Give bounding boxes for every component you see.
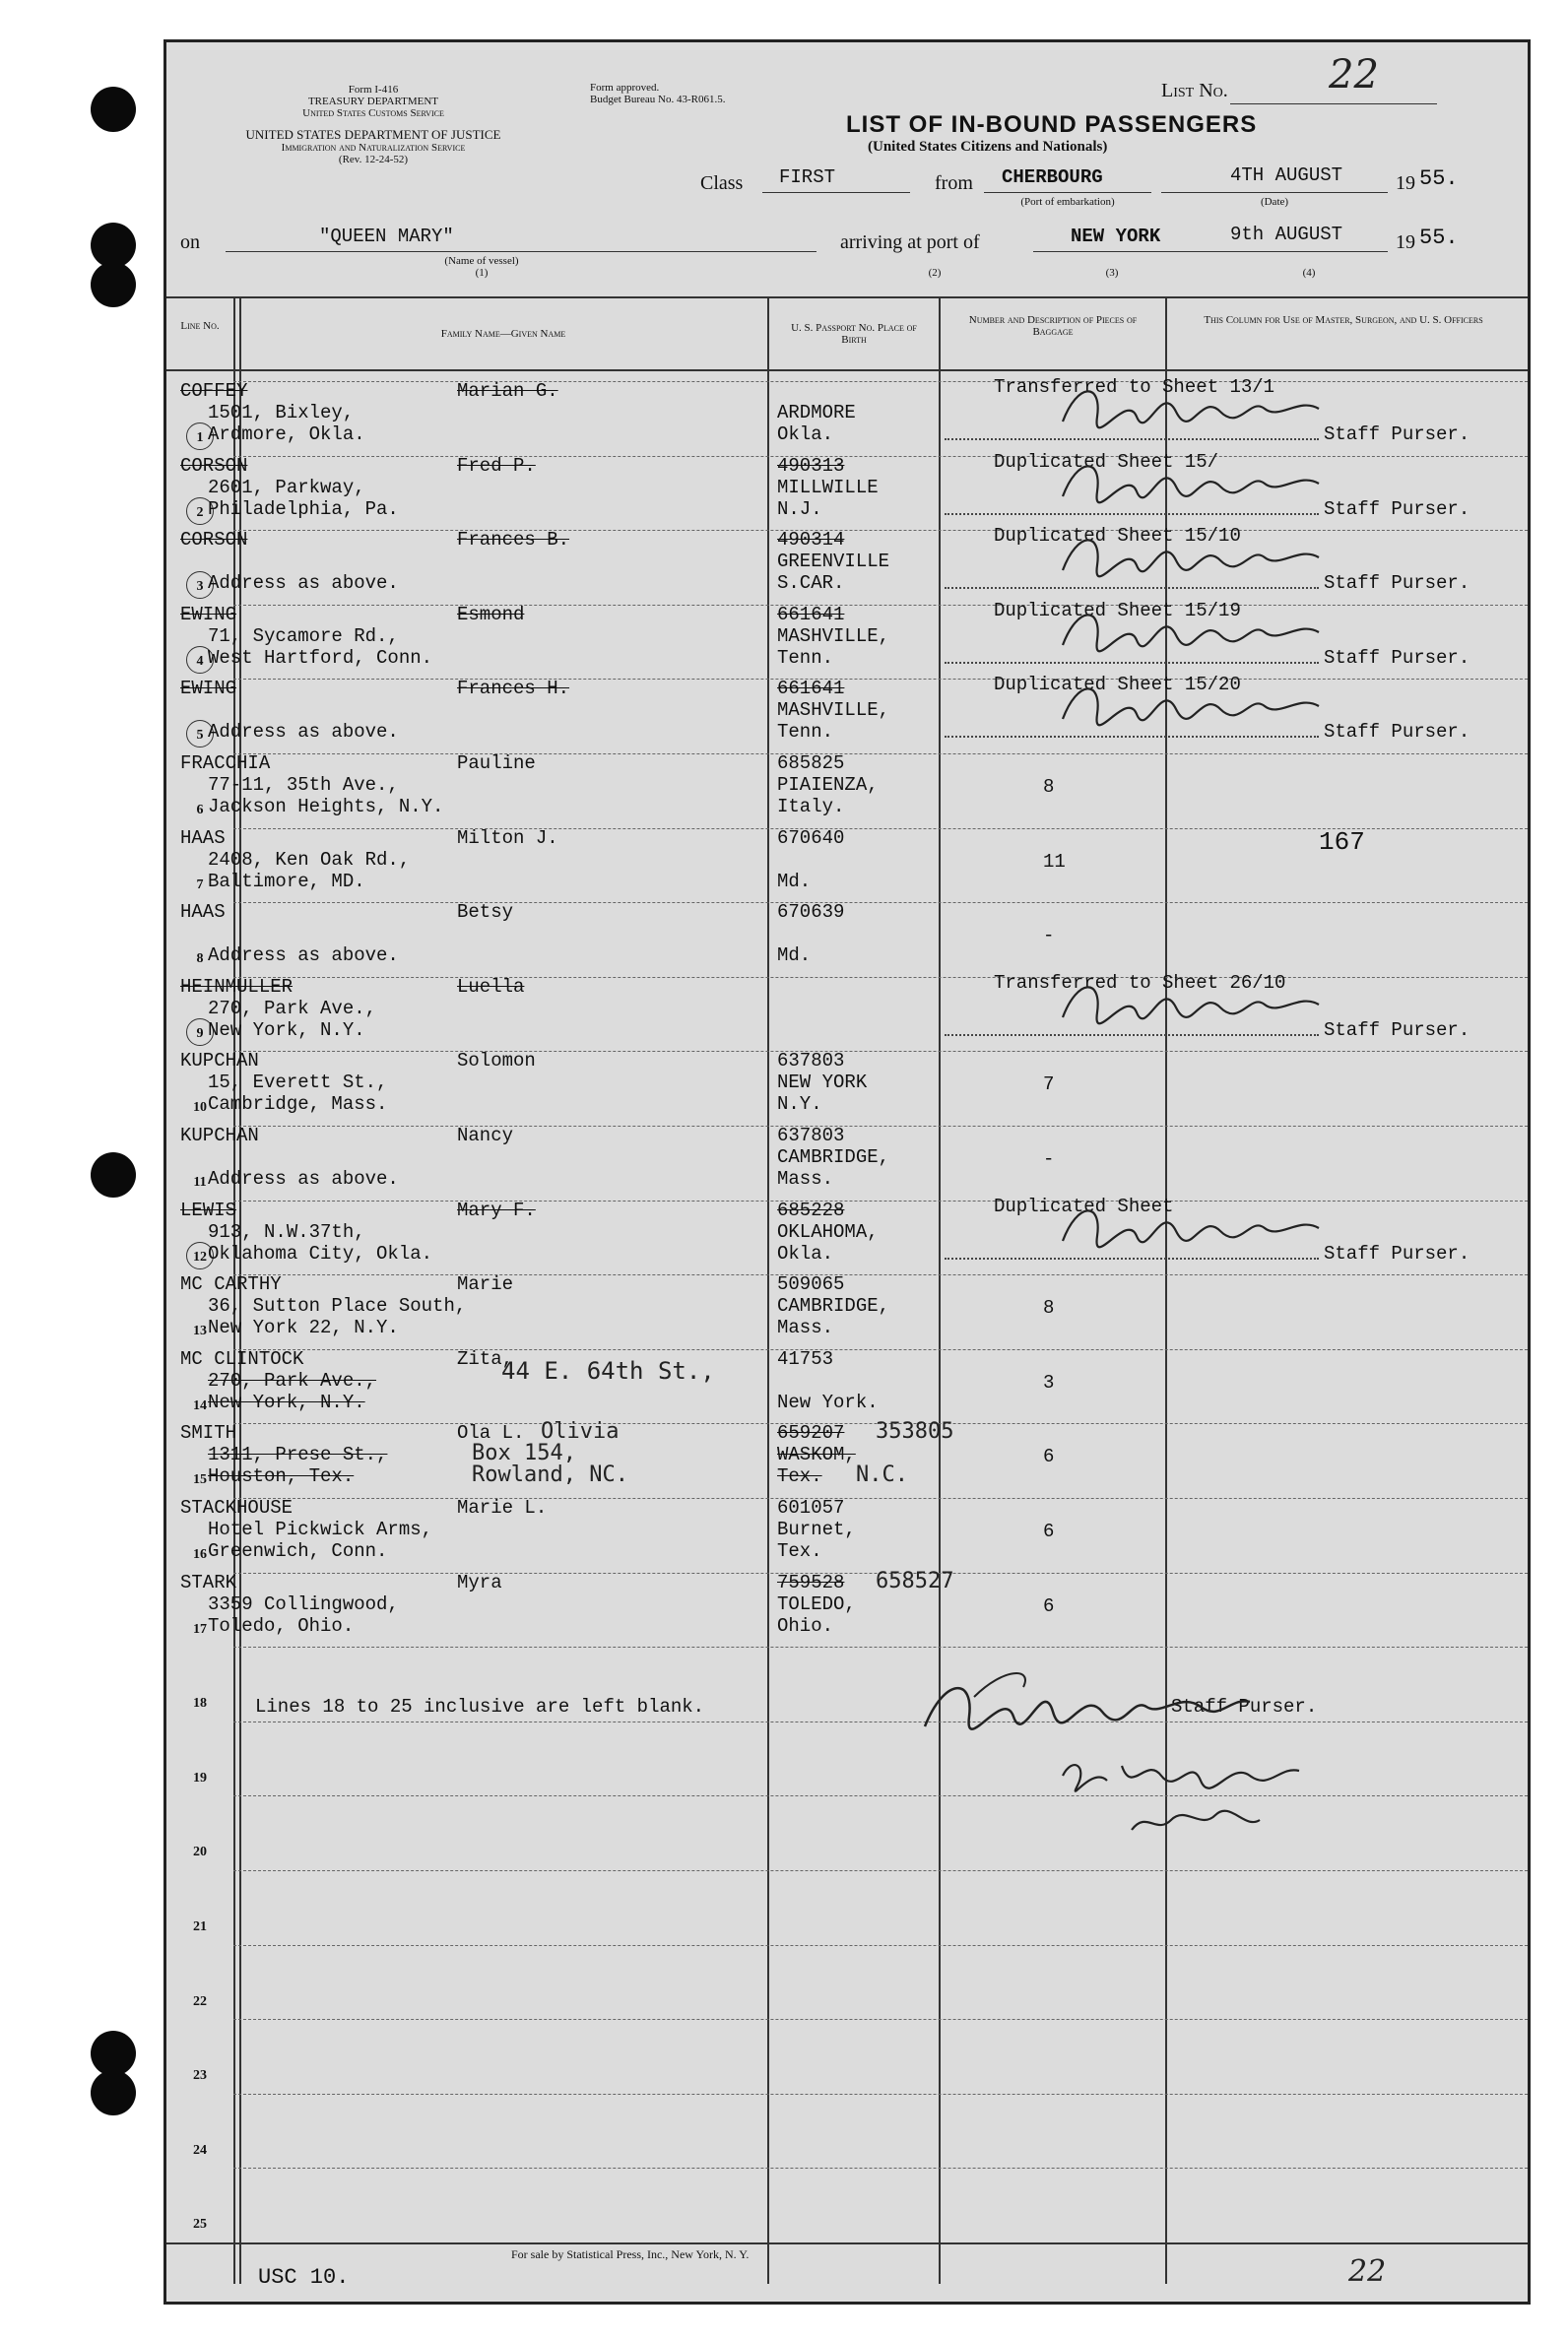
col-header-line: Line No.	[180, 320, 220, 332]
birth-state: Okla.	[777, 423, 834, 445]
line-number: 9	[196, 1026, 204, 1041]
birth-state: Tex.	[777, 1540, 822, 1562]
officer-note: Duplicated Sheet 15/10	[994, 525, 1241, 547]
passport-number: 41753	[777, 1348, 834, 1370]
birth-state: Okla.	[777, 1243, 834, 1265]
address-line-2: Oklahoma City, Okla.	[208, 1243, 433, 1265]
family-name: CORSON	[180, 455, 248, 477]
blank-note: Lines 18 to 25 inclusive are left blank.	[255, 1696, 705, 1718]
staff-purser: Staff Purser.	[1324, 1019, 1470, 1041]
line-number: 1	[196, 430, 204, 445]
address-line-1: 15, Everett St.,	[208, 1072, 388, 1093]
vessel-name: "QUEEN MARY"	[319, 226, 454, 247]
family-name: MC CARTHY	[180, 1273, 282, 1295]
line-number: 8	[196, 951, 204, 966]
port-line	[1033, 251, 1388, 252]
address-line-2: Cambridge, Mass.	[208, 1093, 388, 1115]
birth-place: NEW YORK	[777, 1072, 868, 1093]
on-label: on	[180, 231, 200, 253]
line-number: 4	[196, 654, 204, 669]
list-no-value: 22	[1329, 52, 1379, 97]
family-name: STARK	[180, 1572, 237, 1593]
handwritten-given: Olivia	[541, 1419, 620, 1444]
given-name: Esmond	[457, 604, 525, 625]
form-title: LIST OF IN-BOUND PASSENGERS	[846, 111, 1258, 138]
form-number: Form I-416	[348, 84, 399, 96]
given-name: Mary F.	[457, 1200, 536, 1221]
caption-4: (4)	[1302, 267, 1316, 279]
row-separator	[233, 2019, 1528, 2020]
col-divider	[939, 296, 941, 2284]
purser-signature	[1053, 367, 1368, 451]
row-separator	[233, 1051, 1528, 1052]
given-name: Zita,	[457, 1348, 514, 1370]
treasury-label: TREASURY DEPARTMENT	[307, 96, 439, 107]
officer-note: Duplicated Sheet	[994, 1196, 1174, 1217]
given-name: Fred P.	[457, 455, 536, 477]
caption-2: (2)	[928, 267, 942, 279]
class-line	[762, 192, 910, 193]
officer-initials	[1053, 1736, 1348, 1869]
address-line-2: West Hartford, Conn.	[208, 647, 433, 669]
birth-state: Mass.	[777, 1168, 834, 1190]
baggage-count: 8	[1043, 1297, 1055, 1319]
family-name: LEWIS	[180, 1200, 237, 1221]
officer-note: Duplicated Sheet 15/19	[994, 600, 1241, 621]
staff-purser: Staff Purser.	[1324, 423, 1470, 445]
baggage-count: -	[1043, 925, 1055, 946]
address-line-1: 2408, Ken Oak Rd.,	[208, 849, 411, 871]
birth-place: WASKOM,	[777, 1444, 856, 1465]
birth-place: OKLAHOMA,	[777, 1221, 879, 1243]
family-name: KUPCHAN	[180, 1050, 259, 1072]
birth-state: Ohio.	[777, 1615, 834, 1637]
birth-state: S.CAR.	[777, 572, 845, 594]
address-line-1: 71, Sycamore Rd.,	[208, 625, 399, 647]
address-line-1: 3359 Collingwood,	[208, 1593, 399, 1615]
punch-hole	[91, 1152, 136, 1198]
form-sheet	[163, 39, 1531, 2305]
officer-note: Transferred to Sheet 26/10	[994, 972, 1286, 994]
punch-hole	[91, 262, 136, 307]
officer-note: Duplicated Sheet 15/	[994, 451, 1219, 473]
family-name: STACKHOUSE	[180, 1497, 294, 1519]
birth-place: CAMBRIDGE,	[777, 1146, 890, 1168]
baggage-count: 6	[1043, 1595, 1055, 1617]
printer-note: For sale by Statistical Press, Inc., New York, N. Y.	[511, 2247, 750, 2261]
passport-number: 509065	[777, 1273, 845, 1295]
birth-place: GREENVILLE	[777, 551, 890, 572]
line-number: 11	[193, 1175, 207, 1190]
family-name: FRACCHIA	[180, 752, 271, 774]
handwritten-address: Rowland, NC.	[472, 1462, 628, 1487]
staff-purser: Staff Purser.	[1324, 647, 1470, 669]
family-name: EWING	[180, 678, 237, 699]
address-line-2: New York 22, N.Y.	[208, 1317, 399, 1338]
purser-signature	[1053, 963, 1368, 1047]
address-line-2: Toledo, Ohio.	[208, 1615, 355, 1637]
address-line-1: 270, Park Ave.,	[208, 1370, 377, 1392]
officer-mark: 167	[1319, 827, 1365, 857]
line-number: 20	[193, 1845, 207, 1859]
given-name: Marie	[457, 1273, 514, 1295]
blank-purser: Staff Purser.	[1171, 1696, 1318, 1718]
address-line-1: 270, Park Ave.,	[208, 998, 377, 1019]
birth-state: Mass.	[777, 1317, 834, 1338]
line-number: 19	[193, 1771, 207, 1786]
embark-caption: (Port of embarkation)	[1020, 196, 1115, 208]
birth-state: Tex.	[777, 1465, 822, 1487]
officer-note: Duplicated Sheet 15/20	[994, 674, 1241, 695]
line-number: 23	[193, 2068, 207, 2083]
line-number: 6	[196, 803, 204, 817]
family-name: HEINMULLER	[180, 976, 294, 998]
family-name: MC CLINTOCK	[180, 1348, 304, 1370]
arrival-port: NEW YORK	[1071, 226, 1161, 247]
staff-purser: Staff Purser.	[1324, 721, 1470, 743]
address-line-2: Address as above.	[208, 721, 399, 743]
table-top-rule	[166, 296, 1528, 298]
line-number: 12	[193, 1250, 207, 1265]
usc-stamp: USC 10.	[258, 2265, 350, 2290]
row-separator	[233, 1126, 1528, 1127]
birth-place: ARDMORE	[777, 402, 856, 423]
year-value: 55.	[1419, 166, 1459, 191]
col-header-name: Family Name—Given Name	[440, 328, 566, 340]
family-name: COFFEY	[180, 380, 248, 402]
given-name: Ola L.	[457, 1422, 525, 1444]
row-separator	[233, 753, 1528, 754]
birth-place: TOLEDO,	[777, 1593, 856, 1615]
address-line-1: 1311, Prese St.,	[208, 1444, 388, 1465]
arrival-year-prefix: 19	[1396, 231, 1415, 253]
baggage-count: 8	[1043, 776, 1055, 798]
vessel-line	[226, 251, 817, 252]
page-mark: 22	[1348, 2254, 1387, 2289]
passport-number: 490313	[777, 455, 845, 477]
family-name: SMITH	[180, 1422, 237, 1444]
caption-1: (1)	[475, 267, 489, 279]
passport-number: 661641	[777, 678, 845, 699]
passport-number: 490314	[777, 529, 845, 551]
birth-state: Md.	[777, 944, 812, 966]
given-name: Myra	[457, 1572, 502, 1593]
family-name: HAAS	[180, 901, 226, 923]
row-separator	[233, 2168, 1528, 2169]
from-line	[984, 192, 1151, 193]
line-number: 7	[196, 877, 204, 892]
date-line	[1161, 192, 1388, 193]
address-line-2: Address as above.	[208, 944, 399, 966]
row-separator	[233, 1647, 1528, 1648]
row-separator	[233, 2094, 1528, 2095]
address-line-2: Address as above.	[208, 572, 399, 594]
departure-date: 4TH AUGUST	[1230, 164, 1343, 186]
line-number: 18	[193, 1696, 207, 1711]
given-name: Frances B.	[457, 529, 570, 551]
birth-place: PIAIENZA,	[777, 774, 879, 796]
handwritten-address: Box 154,	[472, 1441, 576, 1465]
line-number: 15	[193, 1472, 207, 1487]
given-name: Frances H.	[457, 678, 570, 699]
list-no-line	[1230, 103, 1437, 104]
col-divider	[767, 296, 769, 2284]
address-line-1: Hotel Pickwick Arms,	[208, 1519, 433, 1540]
address-line-2: Ardmore, Okla.	[208, 423, 365, 445]
baggage-count: 6	[1043, 1446, 1055, 1467]
purser-signature	[1053, 1187, 1368, 1270]
arriving-label: arriving at port of	[840, 231, 980, 253]
officer-note: Transferred to Sheet 13/1	[994, 376, 1275, 398]
immigration-label: Immigration and Naturalization Service	[281, 142, 466, 154]
family-name: KUPCHAN	[180, 1125, 259, 1146]
date-caption: (Date)	[1260, 196, 1289, 208]
handwritten-state: N.C.	[856, 1462, 908, 1487]
form-subtitle: (United States Citizens and Nationals)	[868, 139, 1108, 155]
address-line-1: 913, N.W.37th,	[208, 1221, 365, 1243]
line-number: 24	[193, 2143, 207, 2158]
line-number: 10	[193, 1100, 207, 1115]
purser-signature	[1053, 516, 1368, 600]
passport-number: 685825	[777, 752, 845, 774]
passport-number: 661641	[777, 604, 845, 625]
row-separator	[233, 902, 1528, 903]
birth-place: MASHVILLE,	[777, 625, 890, 647]
col-header-baggage: Number and Description of Pieces of Baggage	[968, 314, 1138, 338]
line-number: 16	[193, 1547, 207, 1562]
baggage-count: 7	[1043, 1073, 1055, 1095]
given-name: Pauline	[457, 752, 536, 774]
address-line-2: Houston, Tex.	[208, 1465, 355, 1487]
address-line-2: New York, N.Y.	[208, 1019, 365, 1041]
line-number: 5	[196, 728, 204, 743]
baggage-count: 3	[1043, 1372, 1055, 1394]
birth-place: CAMBRIDGE,	[777, 1295, 890, 1317]
passport-number: 685228	[777, 1200, 845, 1221]
purser-signature	[1053, 591, 1368, 675]
punch-hole	[91, 87, 136, 132]
line-number: 14	[193, 1398, 207, 1413]
row-separator	[233, 1870, 1528, 1871]
address-line-1: 77-11, 35th Ave.,	[208, 774, 399, 796]
punch-hole	[91, 2070, 136, 2115]
baggage-count: 11	[1043, 851, 1066, 873]
list-no-label: List No.	[1161, 80, 1228, 101]
family-name: CORSON	[180, 529, 248, 551]
from-value: CHERBOURG	[1002, 166, 1103, 188]
col-header-passport: U. S. Passport No. Place of Birth	[791, 322, 917, 346]
birth-state: Tenn.	[777, 647, 834, 669]
address-line-2: Philadelphia, Pa.	[208, 498, 399, 520]
purser-signature	[1053, 442, 1368, 526]
birth-state: Tenn.	[777, 721, 834, 743]
birth-state: N.J.	[777, 498, 822, 520]
staff-purser: Staff Purser.	[1324, 498, 1470, 520]
year-prefix: 19	[1396, 172, 1415, 194]
address-line-2: Baltimore, MD.	[208, 871, 365, 892]
birth-place: MASHVILLE,	[777, 699, 890, 721]
table-bottom-rule	[166, 2242, 1528, 2244]
staff-purser: Staff Purser.	[1324, 572, 1470, 594]
address-line-1: 1501, Bixley,	[208, 402, 355, 423]
address-line-2: Greenwich, Conn.	[208, 1540, 388, 1562]
birth-state: Md.	[777, 871, 812, 892]
caption-3: (3)	[1105, 267, 1119, 279]
line-number: 2	[196, 505, 204, 520]
given-name: Marian G.	[457, 380, 558, 402]
budget-bureau: Budget Bureau No. 43-R061.5.	[590, 94, 726, 105]
address-line-2: Address as above.	[208, 1168, 399, 1190]
revision-label: (Rev. 12-24-52)	[338, 154, 409, 165]
customs-label: United States Customs Service	[302, 107, 444, 119]
purser-signature	[1053, 665, 1368, 748]
line-number: 13	[193, 1324, 207, 1338]
line-number: 25	[193, 2217, 207, 2232]
passport-number: 659207	[777, 1422, 845, 1444]
birth-place: Burnet,	[777, 1519, 856, 1540]
row-separator	[233, 1498, 1528, 1499]
passport-number: 759528	[777, 1572, 845, 1593]
given-name: Milton J.	[457, 827, 558, 849]
row-separator	[233, 1349, 1528, 1350]
baggage-count: 6	[1043, 1521, 1055, 1542]
birth-place: MILLWILLE	[777, 477, 879, 498]
given-name: Marie L.	[457, 1497, 548, 1519]
passport-number: 670639	[777, 901, 845, 923]
address-line-1: 2601, Parkway,	[208, 477, 365, 498]
address-line-2: New York, N.Y.	[208, 1392, 365, 1413]
handwritten-passport: 658527	[876, 1569, 954, 1593]
class-value: FIRST	[779, 166, 836, 188]
from-label: from	[935, 172, 973, 194]
given-name: Betsy	[457, 901, 514, 923]
birth-state: N.Y.	[777, 1093, 822, 1115]
passport-number: 637803	[777, 1125, 845, 1146]
line-number: 22	[193, 1994, 207, 2009]
family-name: HAAS	[180, 827, 226, 849]
given-name: Solomon	[457, 1050, 536, 1072]
handwritten-address: 44 E. 64th St.,	[501, 1357, 715, 1385]
given-name: Luella	[457, 976, 525, 998]
row-separator	[233, 1945, 1528, 1946]
baggage-count: -	[1043, 1148, 1055, 1170]
form-approved: Form approved.	[590, 82, 660, 94]
address-line-1: 36, Sutton Place South,	[208, 1295, 467, 1317]
col-header-officers: This Column for Use of Master, Surgeon, and U. S. Officers	[1204, 314, 1483, 326]
birth-state: New York.	[777, 1392, 879, 1413]
passport-number: 670640	[777, 827, 845, 849]
passport-number: 601057	[777, 1497, 845, 1519]
address-line-2: Jackson Heights, N.Y.	[208, 796, 444, 817]
line-number: 3	[196, 579, 204, 594]
staff-purser: Staff Purser.	[1324, 1243, 1470, 1265]
justice-label: UNITED STATES DEPARTMENT OF JUSTICE	[245, 127, 501, 142]
handwritten-passport: 353805	[876, 1419, 954, 1444]
line-number: 17	[193, 1622, 207, 1637]
row-separator	[233, 1274, 1528, 1275]
passport-number: 637803	[777, 1050, 845, 1072]
birth-state: Italy.	[777, 796, 845, 817]
line-number: 21	[193, 1919, 207, 1934]
family-name: EWING	[180, 604, 237, 625]
arrival-year: 55.	[1419, 226, 1459, 250]
vessel-caption: (Name of vessel)	[444, 255, 519, 267]
class-label: Class	[700, 172, 744, 194]
arrival-date: 9th AUGUST	[1230, 224, 1343, 245]
given-name: Nancy	[457, 1125, 514, 1146]
